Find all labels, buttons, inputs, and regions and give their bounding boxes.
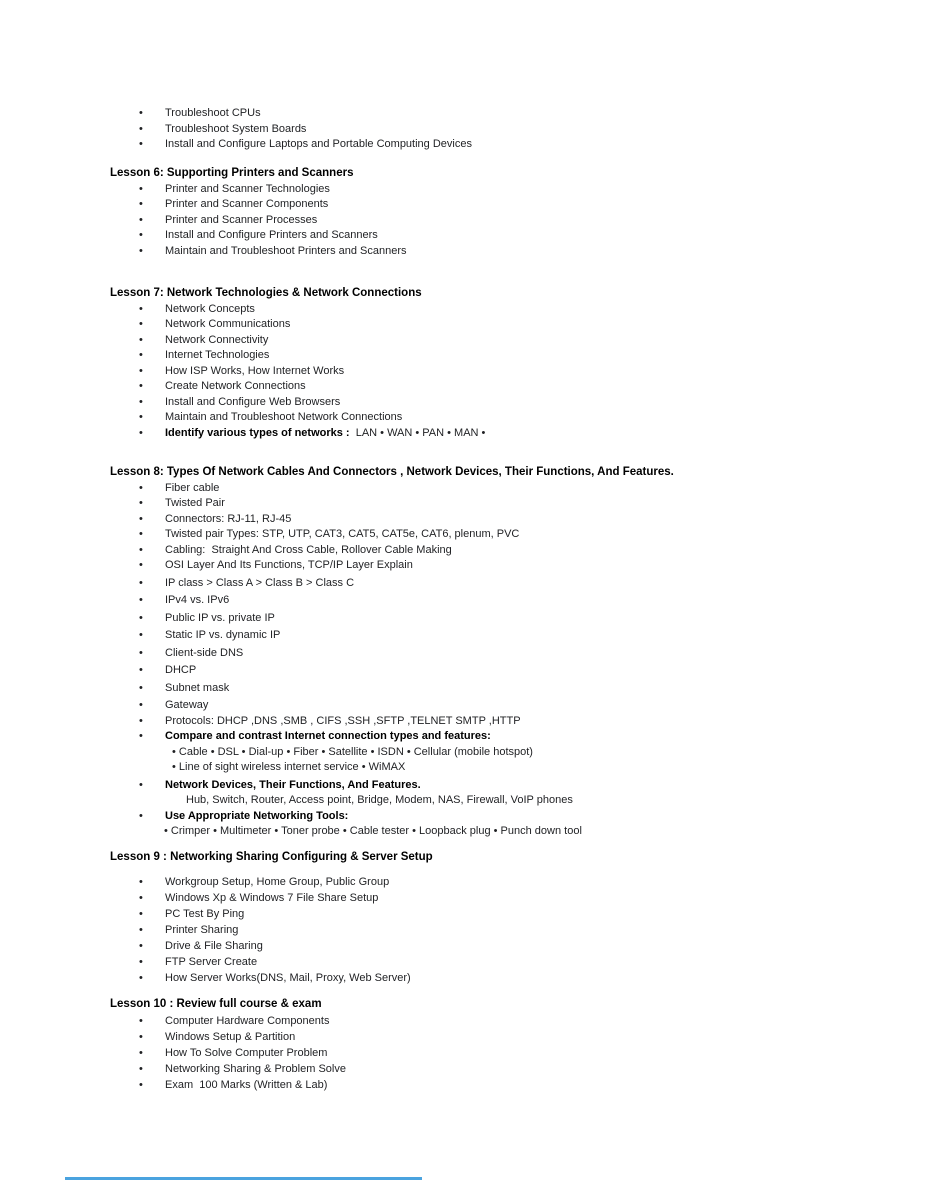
list-item	[0, 395, 933, 411]
bullet-list	[0, 182, 933, 260]
list-item	[0, 729, 933, 745]
list-item	[0, 228, 933, 244]
list-item-text: Network Concepts	[165, 302, 255, 315]
list-item	[0, 954, 933, 970]
list-item	[0, 302, 933, 318]
bullet-list	[0, 302, 933, 442]
list-item-text: Static IP vs. dynamic IP	[165, 629, 281, 641]
bullet-marker: •	[139, 107, 143, 119]
list-item-text: How To Solve Computer Problem	[165, 1046, 328, 1059]
list-item-text: Printer Sharing	[165, 923, 239, 936]
list-item-text: Twisted pair Types: STP, UTP, CAT3, CAT5, CAT5e, CAT6, plenum, PVC	[165, 528, 520, 540]
list-item	[0, 714, 933, 730]
list-item-text: Printer and Scanner Components	[165, 198, 329, 210]
list-item-text: DHCP	[165, 664, 197, 676]
bullet-marker: •	[139, 182, 143, 195]
list-item-text: • Crimper • Multimeter • Toner probe • Cable tester • Loopback plug • Punch down tool	[164, 825, 582, 837]
list-item	[0, 646, 933, 662]
list-item-text: Computer Hardware Components	[165, 1014, 330, 1027]
bullet-marker: •	[139, 559, 143, 571]
list-item	[0, 379, 933, 395]
list-item	[0, 481, 933, 497]
lesson-heading: Lesson 6: Supporting Printers and Scanners	[110, 167, 354, 179]
list-item-text: Create Network Connections	[165, 380, 306, 392]
bullet-marker: •	[139, 875, 143, 888]
bullet-marker: •	[139, 364, 143, 377]
list-item-text: Gateway	[165, 699, 209, 711]
section-lesson-10	[0, 997, 933, 1093]
bullet-marker: •	[139, 1014, 143, 1027]
list-item-text: Network Devices, Their Functions, And Features.	[165, 778, 421, 791]
list-item-text: Fiber cable	[165, 481, 220, 494]
list-item	[0, 426, 933, 442]
list-item-text: IPv4 vs. IPv6	[165, 594, 230, 606]
list-item-text: Compare and contrast Internet connection types and features:	[165, 730, 491, 742]
list-item-text: Hub, Switch, Router, Access point, Bridge, Modem, NAS, Firewall, VoIP phones	[186, 794, 573, 806]
list-item-text: • Cable • DSL • Dial-up • Fiber • Satellite • ISDN • Cellular (mobile hotspot)	[172, 745, 533, 758]
list-item	[0, 922, 933, 938]
bullet-marker: •	[139, 923, 143, 936]
list-item	[0, 213, 933, 229]
list-item	[0, 628, 933, 644]
section-intro	[0, 106, 933, 153]
list-item-bold-prefix: Identify various types of networks :	[165, 426, 350, 439]
list-item-text: Subnet mask	[165, 681, 230, 694]
bullet-marker: •	[139, 1062, 143, 1075]
section-lesson-8	[0, 465, 933, 840]
list-item-text: OSI Layer And Its Functions, TCP/IP Layer Explain	[165, 559, 413, 571]
bullet-marker: •	[139, 213, 143, 226]
list-item-text: FTP Server Create	[165, 955, 258, 968]
list-item	[0, 410, 933, 426]
bullet-marker: •	[139, 122, 143, 135]
bullet-list	[0, 106, 933, 153]
sub-item	[0, 745, 933, 761]
list-item	[0, 317, 933, 333]
list-item-text: Install and Configure Web Browsers	[165, 395, 341, 408]
bullet-list	[0, 481, 933, 840]
sub-item	[0, 793, 933, 809]
list-item-text: Client-side DNS	[165, 646, 244, 659]
section-lesson-6	[0, 166, 933, 259]
list-item-text: Windows Setup & Partition	[165, 1030, 296, 1043]
list-item	[0, 809, 933, 825]
list-item	[0, 348, 933, 364]
list-item	[0, 137, 933, 153]
list-item	[0, 970, 933, 986]
list-item	[0, 182, 933, 198]
list-item	[0, 197, 933, 213]
bullet-marker: •	[139, 333, 143, 346]
bullet-marker: •	[139, 543, 143, 556]
list-item-text: Windows Xp & Windows 7 File Share Setup	[165, 891, 379, 904]
bullet-marker: •	[139, 1078, 143, 1091]
list-item	[0, 906, 933, 922]
list-item	[0, 1045, 933, 1061]
list-item-text: Network Connectivity	[165, 333, 269, 346]
list-item	[0, 496, 933, 512]
bullet-marker: •	[139, 302, 143, 315]
list-item	[0, 558, 933, 574]
list-item	[0, 576, 933, 592]
lesson-heading: Lesson 7: Network Technologies & Network Connections	[110, 287, 422, 299]
bullet-marker: •	[139, 629, 143, 641]
lesson-heading: Lesson 8: Types Of Network Cables And Connectors , Network Devices, Their Functions, And Features.	[110, 466, 674, 478]
list-item-text: Troubleshoot CPUs	[165, 107, 261, 119]
bullet-marker: •	[139, 971, 143, 984]
list-item	[0, 681, 933, 697]
list-item	[0, 512, 933, 528]
list-item	[0, 663, 933, 679]
bullet-marker: •	[139, 528, 143, 540]
list-item-text: Maintain and Troubleshoot Network Connections	[165, 411, 403, 423]
list-item	[0, 890, 933, 906]
bullet-marker: •	[139, 512, 143, 525]
section-lesson-7	[0, 286, 933, 441]
list-item-text: Networking Sharing & Problem Solve	[165, 1062, 346, 1075]
list-item	[0, 1061, 933, 1077]
bullet-marker: •	[139, 1046, 143, 1059]
list-item-text: Cabling: Straight And Cross Cable, Rollover Cable Making	[165, 543, 452, 556]
bullet-marker: •	[139, 411, 143, 423]
list-item	[0, 593, 933, 609]
list-item	[0, 611, 933, 627]
list-item	[0, 527, 933, 543]
lesson-heading: Lesson 9 : Networking Sharing Configuring & Server Setup	[110, 851, 433, 863]
list-item-text: Protocols: DHCP ,DNS ,SMB , CIFS ,SSH ,SFTP ,TELNET SMTP ,HTTP	[165, 714, 521, 727]
bullet-marker: •	[139, 576, 143, 589]
list-item	[0, 1077, 933, 1093]
bullet-marker: •	[139, 1030, 143, 1043]
list-item	[0, 333, 933, 349]
list-item-text: Public IP vs. private IP	[165, 611, 275, 624]
bullet-list	[0, 1013, 933, 1093]
list-item-text: Internet Technologies	[165, 349, 270, 361]
bullet-marker: •	[139, 594, 143, 606]
bullet-marker: •	[139, 380, 143, 392]
bullet-marker: •	[139, 497, 143, 509]
bullet-marker: •	[139, 907, 143, 920]
list-item-text: How Server Works(DNS, Mail, Proxy, Web Server)	[165, 971, 411, 984]
bullet-marker: •	[139, 699, 143, 711]
list-item-text: Install and Configure Printers and Scanners	[165, 229, 378, 241]
list-item	[0, 938, 933, 954]
list-item-text: Printer and Scanner Technologies	[165, 182, 330, 195]
list-item	[0, 122, 933, 138]
list-item-text: IP class > Class A > Class B > Class C	[165, 576, 355, 589]
list-item-text: Connectors: RJ-11, RJ-45	[165, 512, 292, 525]
list-item-text: • Line of sight wireless internet service • WiMAX	[172, 761, 406, 773]
list-item-text: Identify various types of networks : LAN • WAN • PAN • MAN •	[165, 426, 486, 439]
bullet-marker: •	[139, 809, 143, 822]
bullet-marker: •	[139, 664, 143, 676]
list-item-text: How ISP Works, How Internet Works	[165, 364, 345, 377]
list-item	[0, 106, 933, 122]
list-item-text: Twisted Pair	[165, 497, 225, 509]
bullet-marker: •	[139, 481, 143, 494]
list-item	[0, 244, 933, 260]
bullet-marker: •	[139, 891, 143, 904]
list-item	[0, 543, 933, 559]
list-item	[0, 874, 933, 890]
bullet-marker: •	[139, 349, 143, 361]
list-item-text: Maintain and Troubleshoot Printers and Scanners	[165, 244, 407, 257]
list-item	[0, 1013, 933, 1029]
bullet-marker: •	[139, 939, 143, 952]
bullet-marker: •	[139, 229, 143, 241]
bullet-marker: •	[139, 714, 143, 727]
bullet-marker: •	[139, 395, 143, 408]
list-item-text: Network Communications	[165, 318, 291, 330]
list-item-text: Exam 100 Marks (Written & Lab)	[165, 1078, 328, 1091]
section-lesson-9	[0, 850, 933, 986]
list-item-text: Printer and Scanner Processes	[165, 213, 318, 226]
bullet-marker: •	[139, 244, 143, 257]
sub-item	[0, 760, 933, 776]
list-item	[0, 1029, 933, 1045]
sub-item	[0, 824, 933, 840]
list-item	[0, 778, 933, 794]
bullet-marker: •	[139, 611, 143, 624]
bullet-marker: •	[139, 681, 143, 694]
bullet-marker: •	[139, 778, 143, 791]
bullet-marker: •	[139, 426, 143, 439]
bullet-marker: •	[139, 138, 143, 150]
list-item	[0, 698, 933, 714]
lesson-heading: Lesson 10 : Review full course & exam	[110, 998, 322, 1010]
bullet-marker: •	[139, 318, 143, 330]
bullet-marker: •	[139, 198, 143, 210]
list-item-text: Workgroup Setup, Home Group, Public Group	[165, 875, 390, 888]
bullet-marker: •	[139, 646, 143, 659]
list-item-text: Use Appropriate Networking Tools:	[165, 809, 349, 822]
bullet-marker: •	[139, 955, 143, 968]
bullet-list	[0, 874, 933, 986]
list-item-text: Drive & File Sharing	[165, 939, 263, 952]
list-item-text: Install and Configure Laptops and Portable Computing Devices	[165, 138, 472, 150]
bullet-marker: •	[139, 730, 143, 742]
list-item	[0, 364, 933, 380]
list-item-text: PC Test By Ping	[165, 907, 245, 920]
list-item-text: Troubleshoot System Boards	[165, 122, 307, 135]
footer-accent-line	[65, 1177, 422, 1180]
